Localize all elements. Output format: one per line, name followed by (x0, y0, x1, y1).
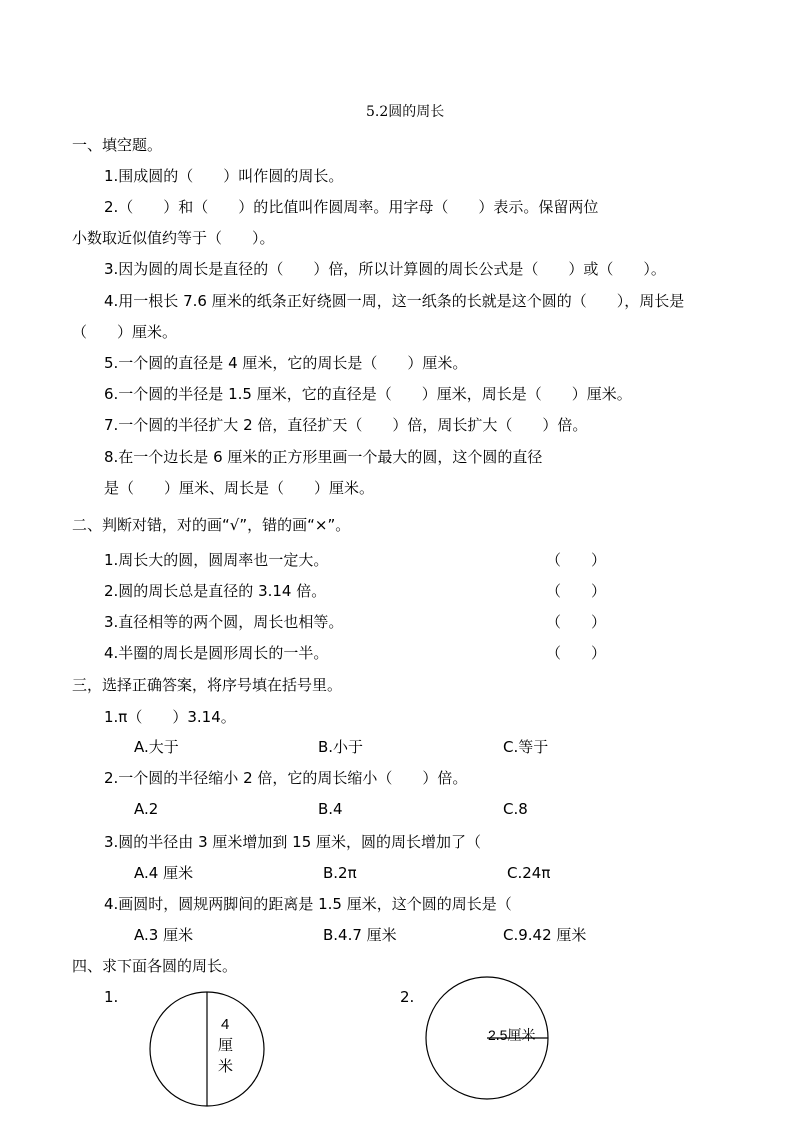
answer-bracket[interactable]: （ ） (546, 644, 607, 662)
judge-item: 3.直径相等的两个圆，周长也相等。 (104, 613, 344, 631)
question-1-6: 6.一个圆的半径是 1.5 厘米，它的直径是（ ）厘米，周长是（ ）厘米。 (104, 385, 632, 403)
option-a[interactable]: A.4 厘米 (134, 864, 194, 882)
question-1-4: 4.用一根长 7.6 厘米的纸条正好绕圆一周，这一纸条的长就是这个圆的（ ），周长是 (104, 292, 685, 310)
question-1-8-cont: 是（ ）厘米、周长是（ ）厘米。 (104, 479, 375, 497)
question-1-7: 7.一个圆的半径扩大 2 倍，直径扩天（ ）倍，周长扩大（ ）倍。 (104, 416, 588, 434)
option-a[interactable]: A.2 (134, 800, 159, 818)
choice-question-stem: 3.圆的半径由 3 厘米增加到 15 厘米，圆的周长增加了（ (104, 833, 482, 851)
answer-bracket[interactable]: （ ） (546, 582, 607, 600)
answer-bracket[interactable]: （ ） (546, 613, 607, 631)
option-a[interactable]: A.3 厘米 (134, 926, 194, 944)
question-1-8: 8.在一个边长是 6 厘米的正方形里画一个最大的圆，这个圆的直径 (104, 448, 543, 466)
question-1-5: 5.一个圆的直径是 4 厘米，它的周长是（ ）厘米。 (104, 354, 468, 372)
question-1-3: 3.因为圆的周长是直径的（ ）倍，所以计算圆的周长公式是（ ）或（ ）。 (104, 260, 666, 278)
question-1-1: 1.围成圆的（ ）叫作圆的周长。 (104, 167, 344, 185)
section4-heading: 四、求下面各圆的周长。 (72, 957, 238, 975)
question-1-2: 2.（ ）和（ ）的比值叫作圆周率。用字母（ ）表示。保留两位 (104, 198, 599, 216)
figure-2-number: 2. (400, 988, 415, 1006)
section3-heading: 三，选择正确答案，将序号填在括号里。 (72, 676, 343, 694)
question-1-4-cont: （ ）厘米。 (72, 323, 178, 341)
choice-question-stem: 1.π（ ）3.14。 (104, 708, 236, 726)
figure-1-number: 1. (104, 988, 119, 1006)
option-b[interactable]: B.4.7 厘米 (323, 926, 397, 944)
diameter-label-unit-1: 厘 (218, 1036, 234, 1054)
judge-item: 2.圆的周长总是直径的 3.14 倍。 (104, 582, 327, 600)
option-b[interactable]: B.4 (318, 800, 343, 818)
section1-heading: 一、填空题。 (72, 136, 163, 154)
diameter-label-value: 4 (221, 1016, 230, 1033)
circle-figure-diameter (140, 992, 280, 1112)
option-c[interactable]: C.24π (507, 864, 551, 882)
page-title: 5.2圆的周长 (366, 104, 445, 120)
answer-bracket[interactable]: （ ） (546, 551, 607, 569)
radius-label: 2.5厘米 (488, 1027, 536, 1043)
section2-heading: 二、判断对错，对的画“√”，错的画“×”。 (72, 516, 351, 534)
choice-question-stem: 2.一个圆的半径缩小 2 倍，它的周长缩小（ ）倍。 (104, 769, 468, 787)
judge-item: 4.半圈的周长是圆形周长的一半。 (104, 644, 329, 662)
option-b[interactable]: B.2π (323, 864, 357, 882)
option-c[interactable]: C.9.42 厘米 (503, 926, 587, 944)
choice-question-stem: 4.画圆时，圆规两脚间的距离是 1.5 厘米，这个圆的周长是（ (104, 895, 512, 913)
option-b[interactable]: B.小于 (318, 738, 364, 756)
option-c[interactable]: C.8 (503, 800, 528, 818)
option-c[interactable]: C.等于 (503, 738, 549, 756)
judge-item: 1.周长大的圆，圆周率也一定大。 (104, 551, 329, 569)
question-1-2-cont: 小数取近似值约等于（ ）。 (72, 229, 275, 247)
option-a[interactable]: A.大于 (134, 738, 179, 756)
diameter-label-unit-2: 米 (218, 1057, 234, 1075)
